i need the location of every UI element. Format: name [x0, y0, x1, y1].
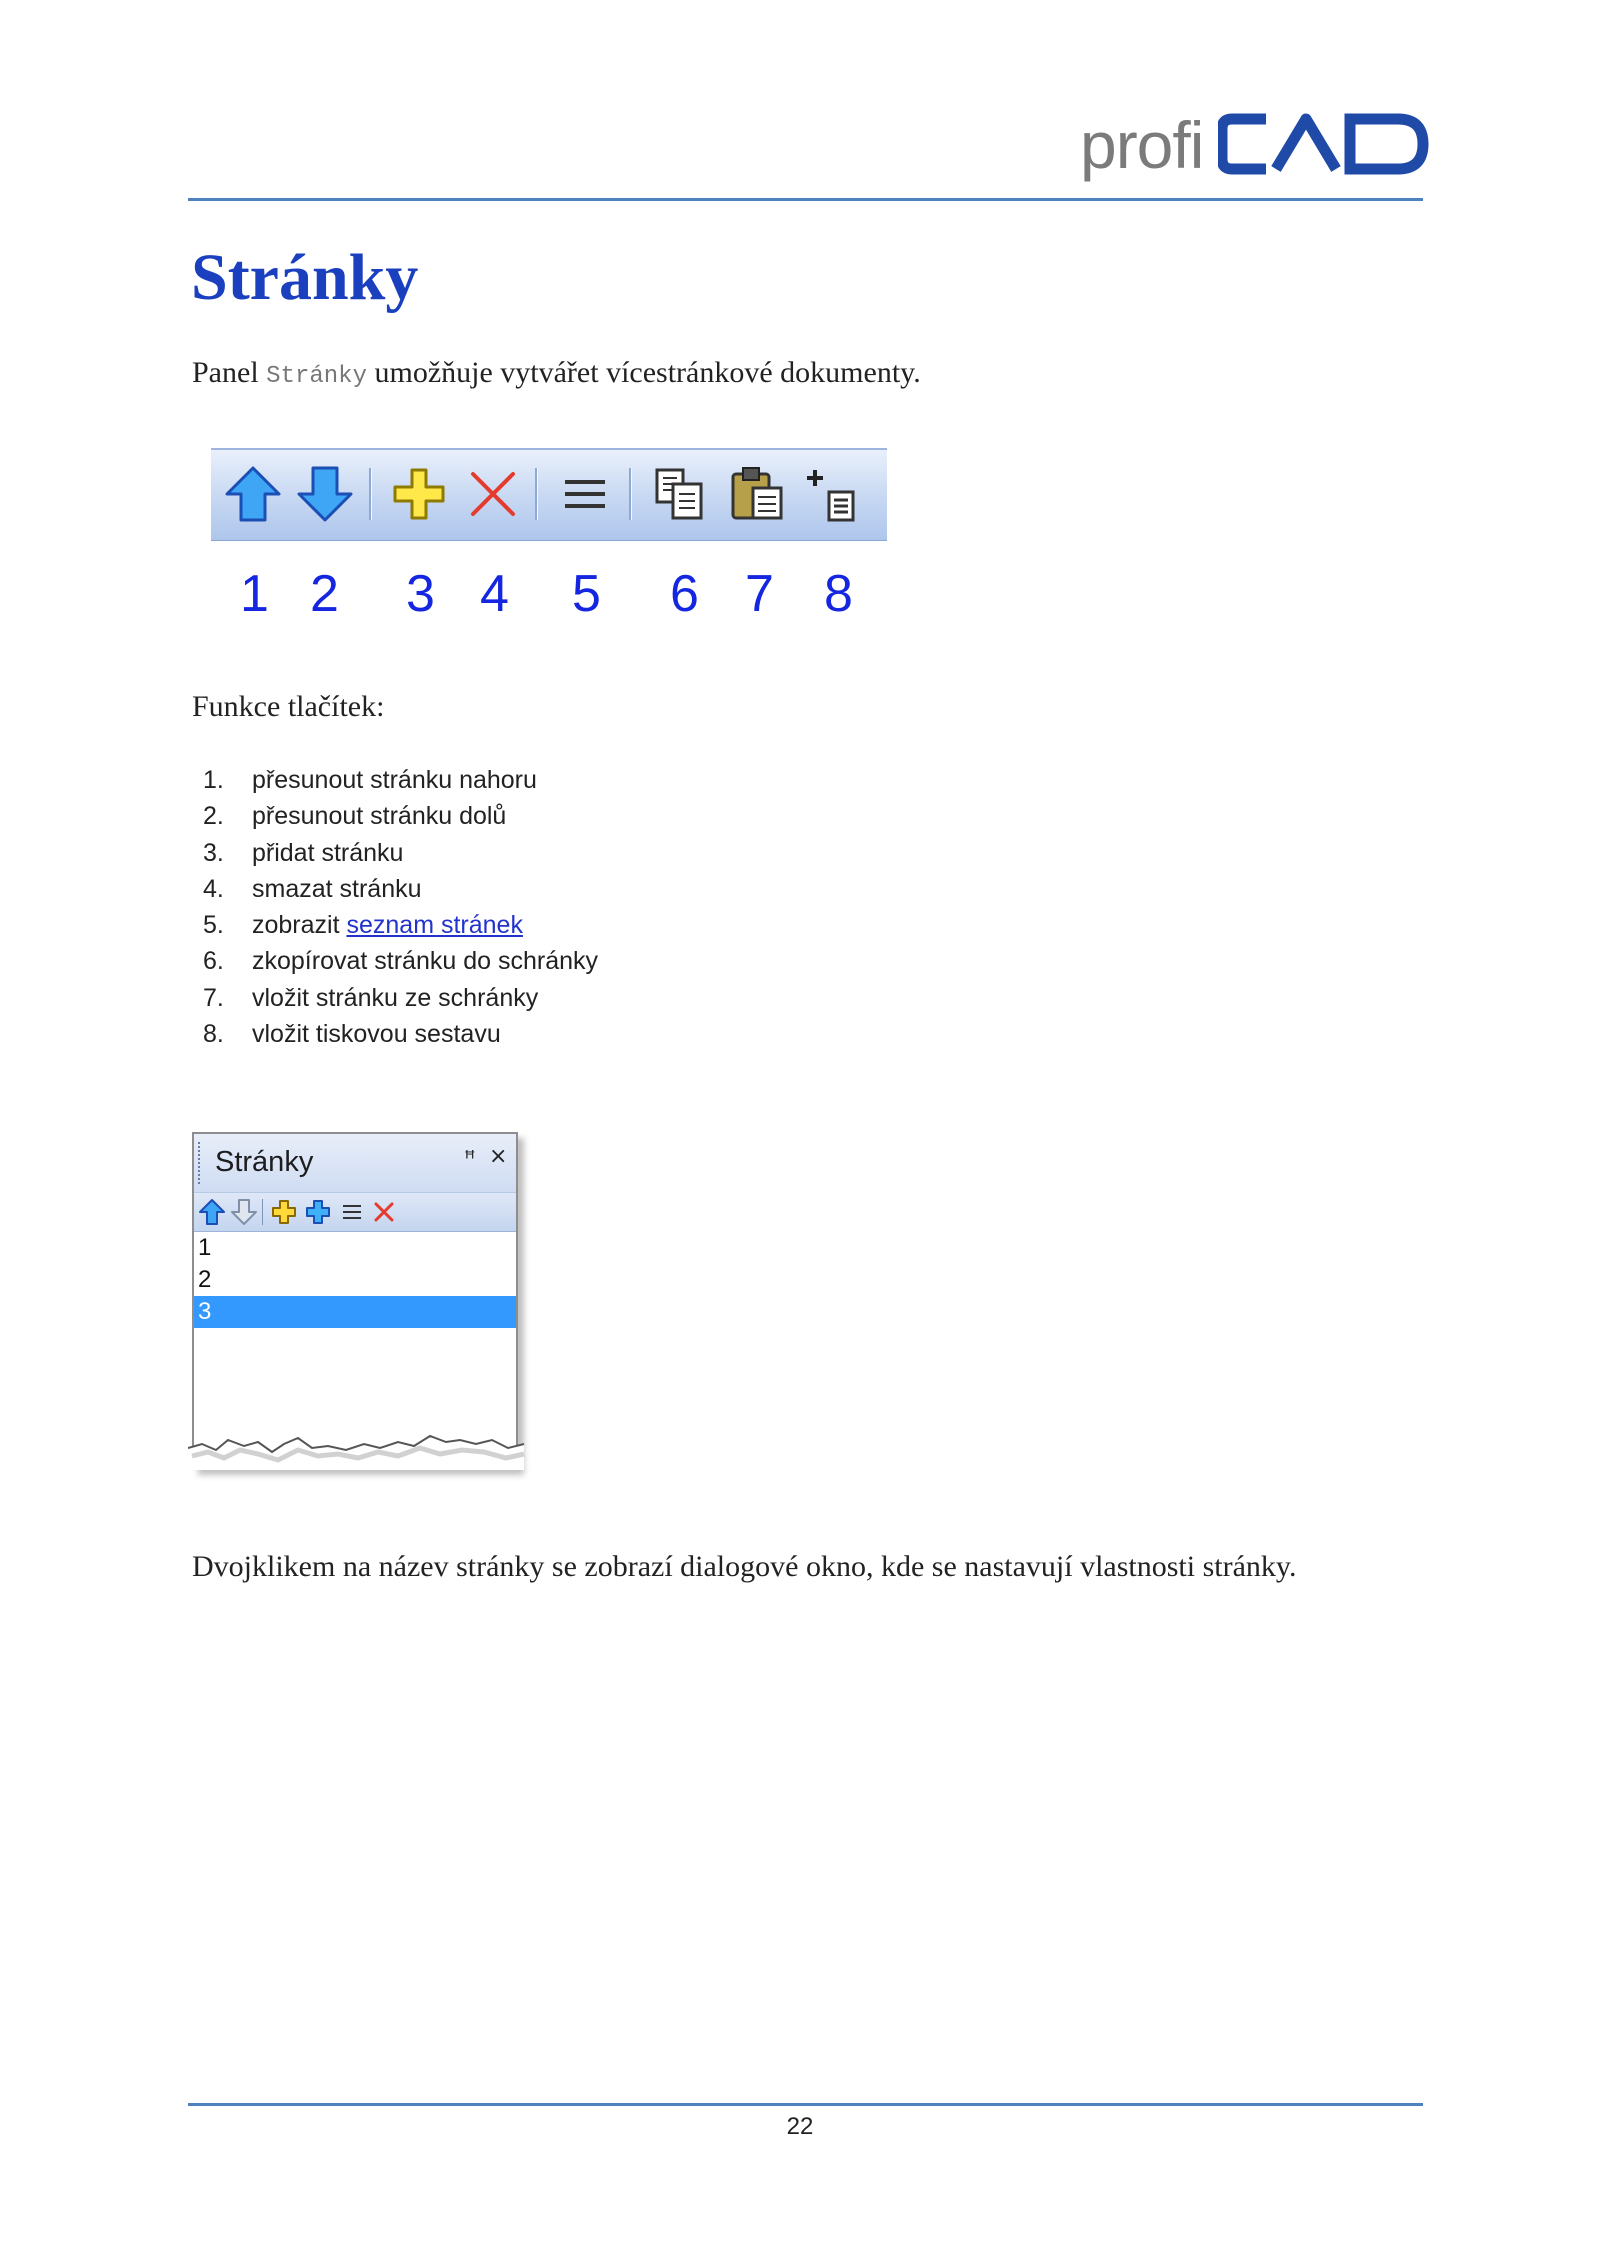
drag-grip[interactable]	[198, 1142, 202, 1184]
list-item	[200, 943, 598, 979]
list-item	[200, 871, 598, 907]
plus-icon[interactable]	[270, 1198, 298, 1226]
panel-header	[194, 1134, 516, 1193]
toolbar-number: 6	[670, 565, 699, 623]
list-item	[200, 907, 598, 943]
page-row[interactable]: 1	[198, 1234, 212, 1261]
toolbar-number: 7	[745, 565, 774, 623]
toolbar-number: 2	[310, 565, 339, 623]
double-click-paragraph: Dvojklikem na název stránky se zobrazí dialogové okno, kde se nastavují vlastnosti stránky.	[192, 1550, 1297, 1583]
page-list	[194, 1232, 516, 1328]
list-item-text: vložit stránku ze schránky	[252, 983, 539, 1012]
pin-icon[interactable]: ꟸ	[464, 1146, 476, 1170]
functions-heading: Funkce tlačítek:	[192, 690, 385, 723]
list-icon[interactable]	[555, 464, 615, 524]
toolbar-separator	[369, 468, 372, 520]
close-icon[interactable]: ×	[489, 1144, 508, 1169]
plus-icon[interactable]	[389, 464, 449, 524]
toolbar-number: 4	[480, 565, 509, 623]
list-item-number: 7.	[203, 983, 224, 1012]
list-item-text: zobrazit	[252, 911, 347, 940]
arrow-down-icon[interactable]	[295, 464, 355, 524]
list-item-text: přesunout stránku dolů	[252, 802, 507, 831]
list-item-number: 2.	[203, 802, 224, 831]
list-icon[interactable]	[338, 1198, 366, 1226]
logo-cad-mark	[1218, 113, 1433, 175]
list-item-text: přesunout stránku nahoru	[252, 766, 537, 794]
page-list-link[interactable]: seznam stránek	[346, 911, 523, 940]
list-item-number: 5.	[203, 911, 224, 940]
toolbar-number: 8	[824, 565, 853, 623]
list-item-number: 6.	[203, 947, 224, 976]
list-item-text: vložit tiskovou sestavu	[252, 1020, 501, 1049]
panel-title: Stránky	[215, 1146, 314, 1178]
list-item-text: zkopírovat stránku do schránky	[252, 947, 598, 976]
list-item-number: 8.	[203, 1020, 224, 1049]
page-row-selected[interactable]: 3	[194, 1296, 516, 1328]
logo-text-profi: profi	[1080, 108, 1204, 182]
page-title: Stránky	[191, 241, 419, 314]
pages-toolbar-figure	[211, 448, 887, 541]
list-item	[200, 762, 598, 798]
toolbar-number: 3	[406, 565, 435, 623]
list-item-number: 4.	[203, 874, 224, 903]
list-item-text: smazat stránku	[252, 874, 422, 903]
arrow-down-icon[interactable]	[230, 1198, 258, 1226]
arrow-up-icon[interactable]	[198, 1198, 226, 1226]
functions-list	[200, 762, 598, 1052]
list-item	[200, 1016, 598, 1052]
delete-x-icon[interactable]	[463, 464, 523, 524]
arrow-up-icon[interactable]	[223, 464, 283, 524]
intro-after: umožňuje vytvářet vícestránkové dokumenty.	[366, 356, 921, 389]
intro-code-panel-name: Stránky	[266, 363, 367, 390]
page-row[interactable]: 2	[198, 1266, 212, 1293]
list-item	[200, 798, 598, 834]
list-item-number: 3.	[203, 838, 224, 867]
toolbar-separator	[262, 1199, 263, 1225]
copy-page-icon[interactable]	[649, 464, 709, 524]
paste-page-icon[interactable]	[727, 464, 787, 524]
toolbar-number: 1	[240, 565, 269, 623]
torn-edge-decoration	[188, 1430, 528, 1470]
toolbar-separator	[535, 468, 538, 520]
page-number: 22	[786, 2113, 814, 2140]
header-rule	[188, 198, 1423, 201]
list-item	[200, 980, 598, 1016]
toolbar-separator	[629, 468, 632, 520]
delete-x-icon[interactable]	[370, 1198, 398, 1226]
intro-paragraph	[192, 352, 921, 398]
panel-toolbar	[194, 1193, 516, 1232]
plus-blue-icon[interactable]	[304, 1198, 332, 1226]
insert-print-layout-icon[interactable]	[801, 464, 861, 524]
list-item	[200, 835, 598, 871]
list-item-number: 1.	[203, 766, 224, 794]
footer-rule	[188, 2103, 1423, 2106]
pages-panel-figure	[192, 1132, 518, 1469]
intro-before: Panel	[192, 356, 267, 389]
list-item-text: přidat stránku	[252, 838, 404, 867]
toolbar-number: 5	[572, 565, 601, 623]
proficad-logo	[1080, 105, 1425, 185]
